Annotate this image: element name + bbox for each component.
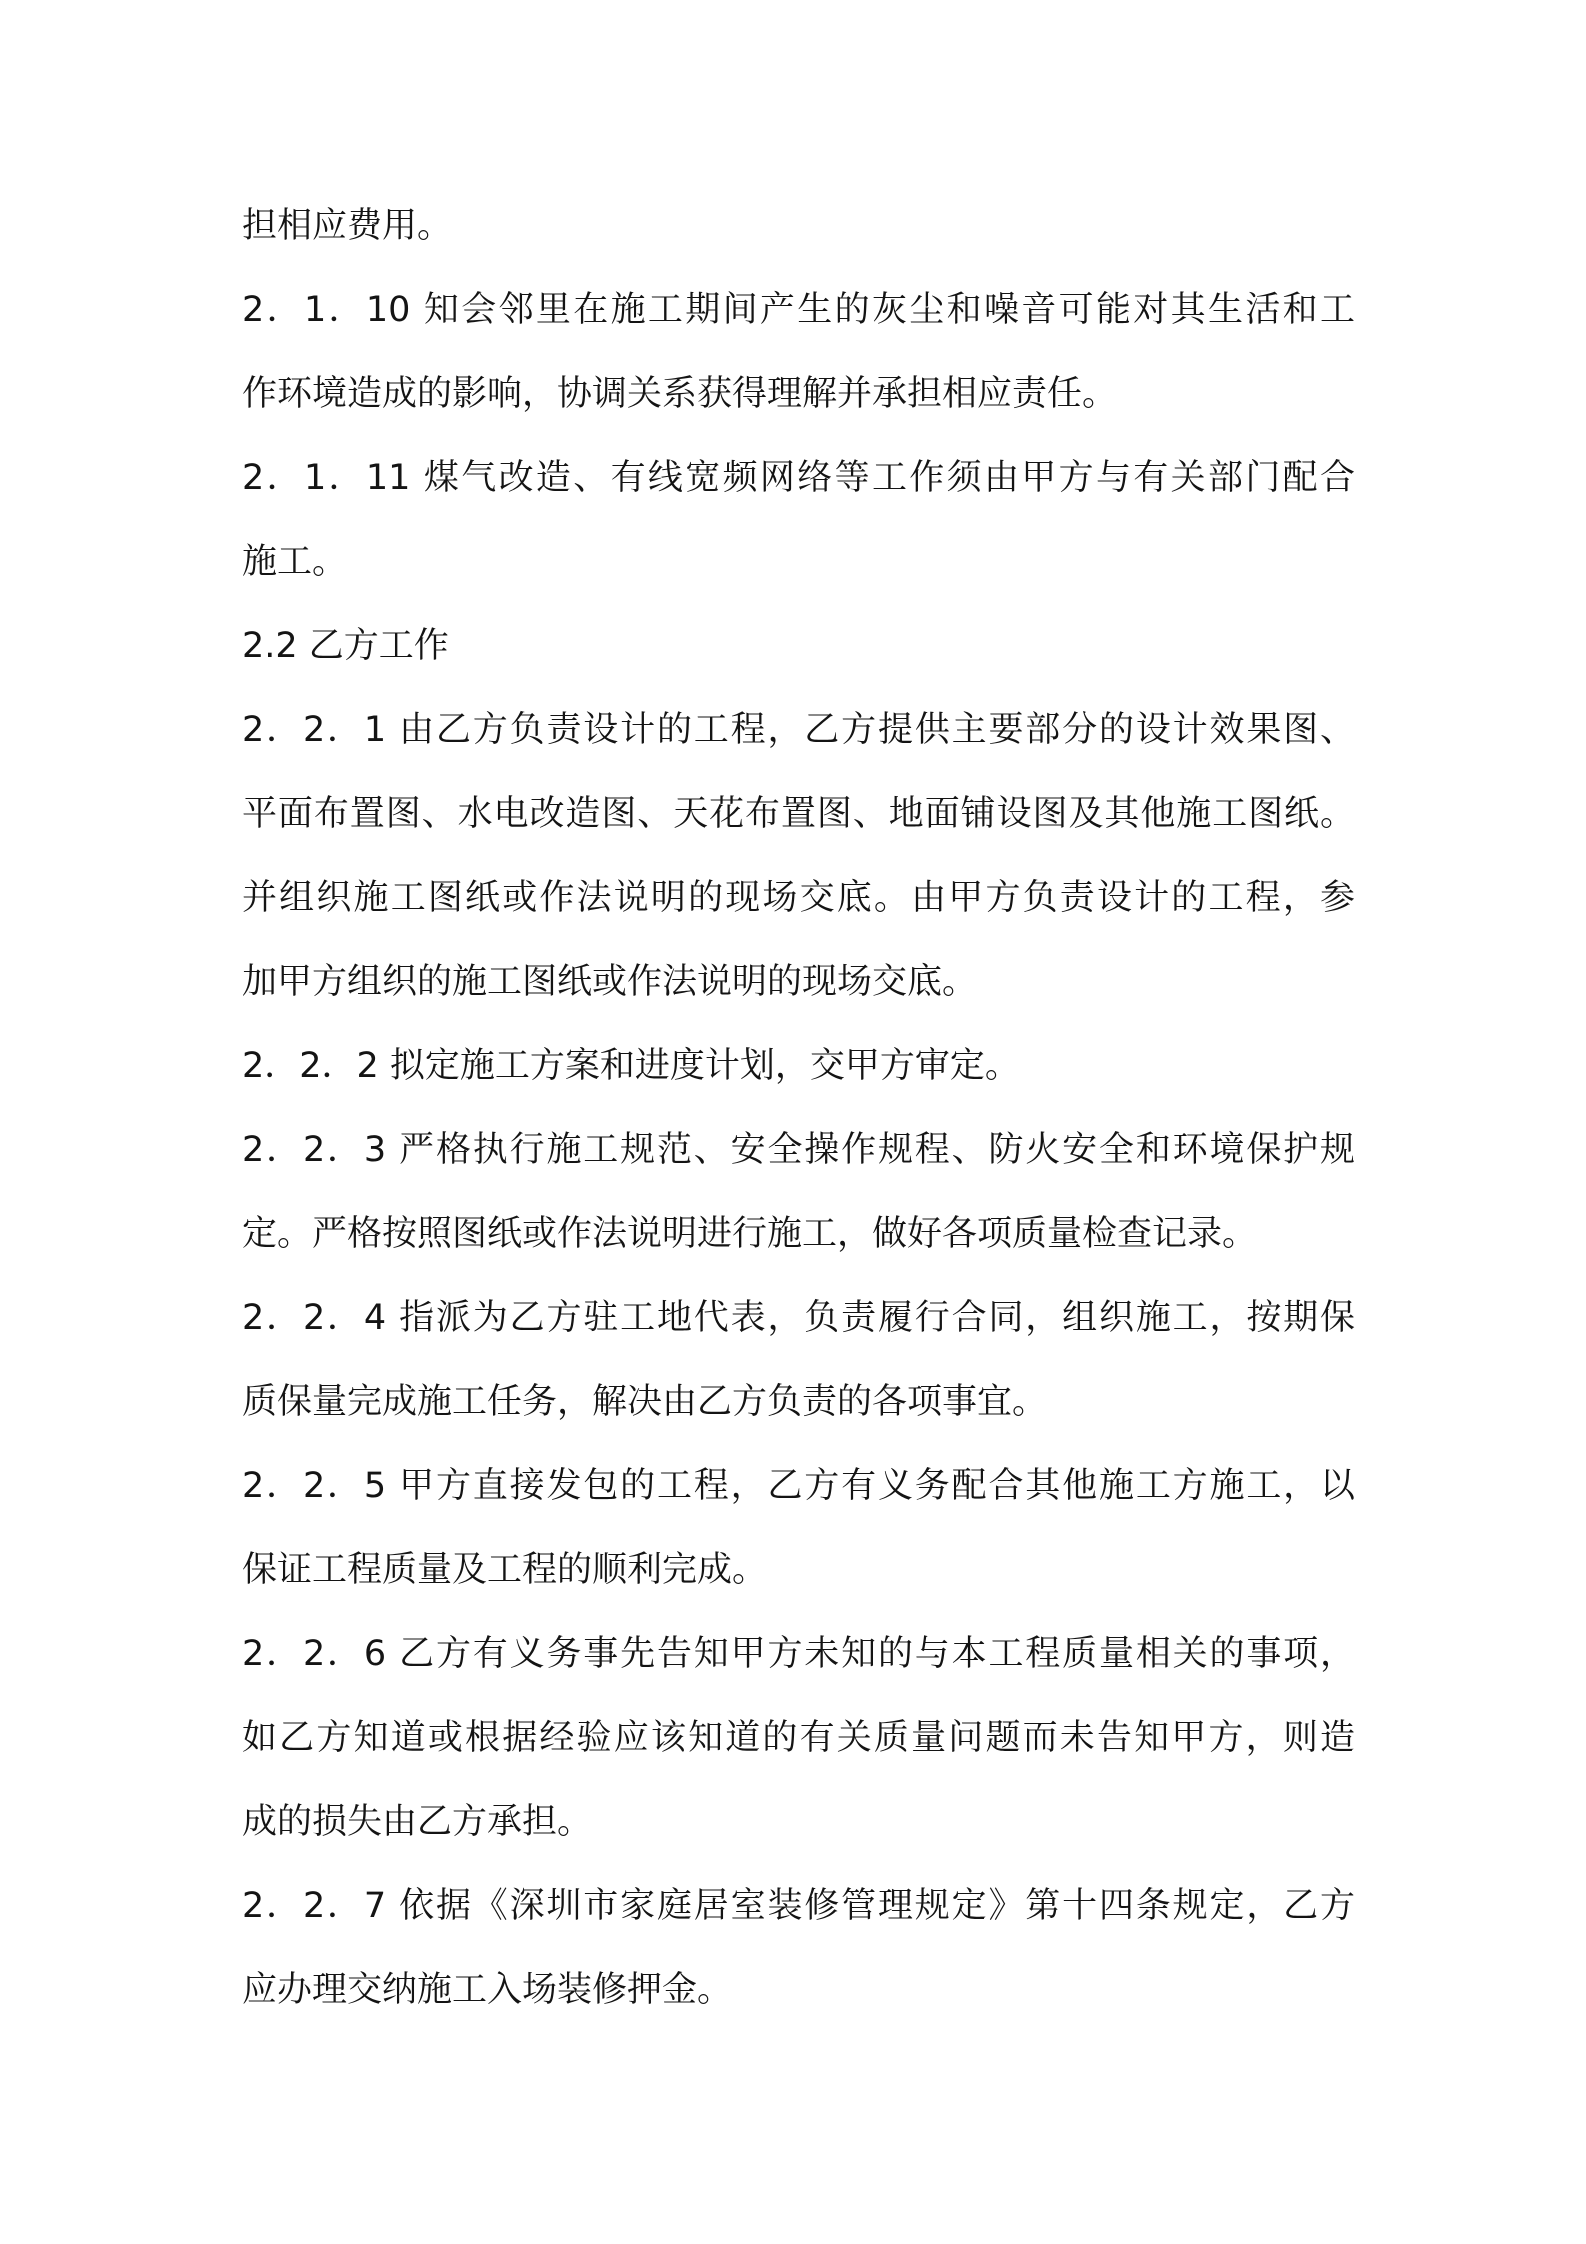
text-line: 质保量完成施工任务，解决由乙方负责的各项事宜。 xyxy=(242,1382,1048,1422)
clause-2-2-4-line: 2．2．4 指派为乙方驻工地代表，负责履行合同，组织施工，按期保 xyxy=(242,1298,1355,1338)
clause-2-2-2-line: 2．2．2 拟定施工方案和进度计划，交甲方审定。 xyxy=(242,1046,1020,1086)
document-body xyxy=(242,184,1355,2032)
text-line: 平面布置图、水电改造图、天花布置图、地面铺设图及其他施工图纸。 xyxy=(242,794,1355,834)
text-line: 定。严格按照图纸或作法说明进行施工，做好各项质量检查记录。 xyxy=(242,1214,1258,1254)
clause-2-2-3-line: 2．2．3 严格执行施工规范、安全操作规程、防火安全和环境保护规 xyxy=(242,1130,1355,1170)
text-line: 应办理交纳施工入场装修押金。 xyxy=(242,1970,733,2010)
text-line: 并组织施工图纸或作法说明的现场交底。由甲方负责设计的工程，参 xyxy=(242,878,1355,918)
clause-2-1-11-line: 2．1．11 煤气改造、有线宽频网络等工作须由甲方与有关部门配合 xyxy=(242,458,1355,498)
text-line: 成的损失由乙方承担。 xyxy=(242,1802,593,1842)
text-line: 担相应费用。 xyxy=(242,206,453,246)
clause-2-2-1-line: 2．2．1 由乙方负责设计的工程，乙方提供主要部分的设计效果图、 xyxy=(242,710,1355,750)
text-line: 施工。 xyxy=(242,542,348,582)
clause-2-1-10-line: 2．1．10 知会邻里在施工期间产生的灰尘和噪音可能对其生活和工 xyxy=(242,290,1355,330)
clause-2-2-6-line: 2．2．6 乙方有义务事先告知甲方未知的与本工程质量相关的事项， xyxy=(242,1634,1355,1674)
text-line: 如乙方知道或根据经验应该知道的有关质量问题而未告知甲方，则造 xyxy=(242,1718,1355,1758)
clause-2-2-5-line: 2．2．5 甲方直接发包的工程，乙方有义务配合其他施工方施工，以 xyxy=(242,1466,1355,1506)
section-heading-2-2: 2.2 乙方工作 xyxy=(242,626,449,666)
text-line: 加甲方组织的施工图纸或作法说明的现场交底。 xyxy=(242,962,978,1002)
text-line: 保证工程质量及工程的顺利完成。 xyxy=(242,1550,768,1590)
text-line: 作环境造成的影响，协调关系获得理解并承担相应责任。 xyxy=(242,374,1118,414)
clause-2-2-7-line: 2．2．7 依据《深圳市家庭居室装修管理规定》第十四条规定，乙方 xyxy=(242,1886,1355,1926)
